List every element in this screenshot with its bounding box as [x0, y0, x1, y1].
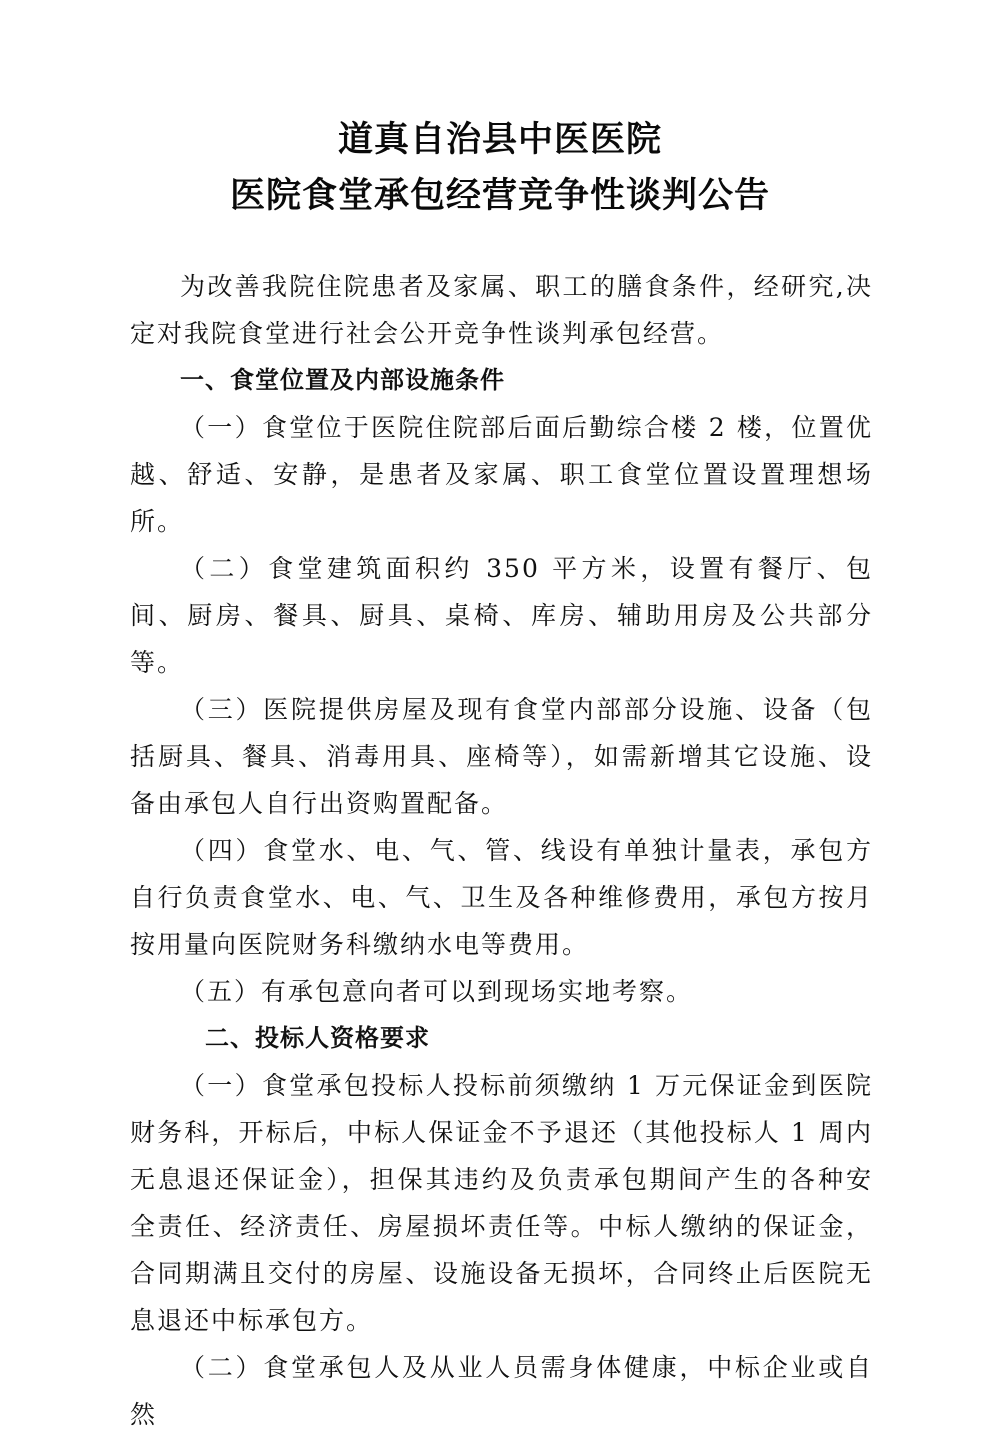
title-line-announcement: 医院食堂承包经营竞争性谈判公告	[229, 176, 770, 216]
document-body	[130, 263, 873, 1438]
document-title	[0, 112, 1000, 224]
section-heading-canteen-conditions: 一、食堂位置及内部设施条件	[180, 366, 505, 394]
section-heading-bidder-requirements: 二、投标人资格要求	[205, 1024, 430, 1052]
title-line-hospital: 道真自治县中医医院	[337, 120, 662, 160]
section1-item-5: （五）有承包意向者可以到现场实地考察。	[180, 977, 694, 1006]
section2-item-2: （二）食堂承包人及从业人员需身体健康，中标企业或自然	[130, 1353, 873, 1429]
section2-item-1: （一）食堂承包投标人投标前须缴纳 1 万元保证金到医院财务科，开标后，中标人保证金不予退还（其他投标人 1 周内无息退还保证金），担保其违约及负责承包期间产生的各种安全责任、经济责任、房屋损坏责任等。中标人缴纳的保证金，合同期满且交付的房屋、设施设备无损坏，合同终止后医院无息退还中标承包方。	[130, 1071, 873, 1335]
section1-item-3: （三）医院提供房屋及现有食堂内部部分设施、设备（包括厨具、餐具、消毒用具、座椅等），如需新增其它设施、设备由承包人自行出资购置配备。	[130, 695, 873, 818]
section1-item-2: （二）食堂建筑面积约 350 平方米，设置有餐厅、包间、厨房、餐具、厨具、桌椅、库房、辅助用房及公共部分等。	[130, 554, 873, 677]
section1-item-1: （一）食堂位于医院住院部后面后勤综合楼 2 楼，位置优越、舒适、安静，是患者及家属、职工食堂位置设置理想场所。	[130, 413, 873, 536]
section1-item-4: （四）食堂水、电、气、管、线设有单独计量表，承包方自行负责食堂水、电、气、卫生及各种维修费用，承包方按月按用量向医院财务科缴纳水电等费用。	[130, 836, 873, 959]
intro-paragraph: 为改善我院住院患者及家属、职工的膳食条件，经研究,决定对我院食堂进行社会公开竞争性谈判承包经营。	[130, 272, 873, 348]
